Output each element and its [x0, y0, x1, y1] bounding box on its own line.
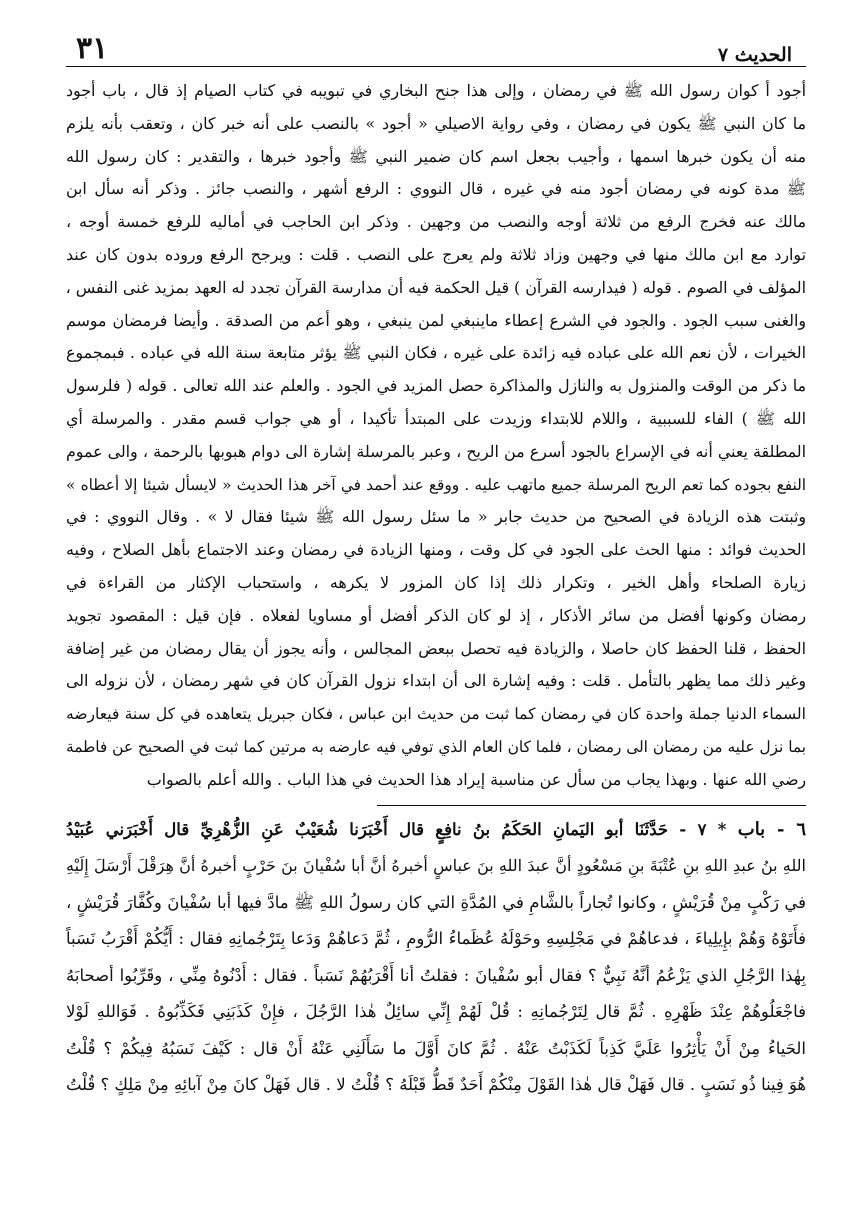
bab-heading: ٦ - باب — [737, 818, 806, 840]
commentary-line: النفع بجوده كما تعم الريح المرسلة جميع ماتهب عليه . ووقع عند أحمد في آخر هذا الحديث « لايسأل شيئا إلا أعطاه » — [66, 475, 806, 494]
commentary-line: أجود أ كوان رسول الله ﷺ في رمضان ، وإلى هذا جنح البخاري في تبويبه في كتاب الصيام إذ قال ، باب أجود — [66, 81, 806, 100]
commentary-line: ﷺ مدة كونه في رمضان أجود منه في غيره ، قال النووي : الرفع أشهر ، والنصب جائز . وذكر أنه سأل ابن — [66, 179, 806, 199]
commentary-line: الخيرات ، لأن نعم الله على عباده فيه زائدة على غيره ، فكان النبي ﷺ يؤثر متابعة سنة الله في عباده . فبمجموع — [66, 343, 806, 363]
page-header — [66, 24, 806, 67]
commentary-line: الحفظ ، قلنا الحفظ كان حاصلا ، والزيادة فيه تحصل ببعض المجالس ، وأنه يجوز أن يقال رمضان من غير إضافة — [66, 638, 806, 658]
commentary-line: ما كان النبي ﷺ يكون في رمضان ، وفي رواية الاصيلي « أجود » بالنصب على أنه خبر كان ، وتعقب بأنه يلزم — [66, 113, 806, 133]
hadith-line: بِهٰذا الرَّجُلِ الذي يَزْعُمُ أنَّهُ نَبِيٌّ ؟ فقال أبو سُفْيانَ : فقلتُ أنا أَقْرَبُهُمْ نَسَباً . فقال : أَدْنُوهُ مِنِّي ، وقَرِّبُوا أصحابَهُ — [66, 965, 806, 985]
commentary-line: منه أن يكون خبرها اسمها ، وأجيب بجعل اسم كان ضمير النبي ﷺ وأجود خبرها ، والتقدير : كان رسول الله — [66, 146, 806, 166]
hadith-line: فاجْعَلُوهُمْ عِنْدَ ظَهْرِهِ . ثُمَّ قال لِتَرْجُمانِهِ : قُلْ لَهُمْ إِنِّي سائِلٌ هٰذا الرَّجُلَ ، فإِنْ كَذَبَنِي فَكَذِّبُوهُ . فَوَاللهِ لَوْلا — [66, 1002, 806, 1022]
page-number: ٣١ — [76, 31, 109, 66]
commentary-line: زيارة الصلحاء وأهل الخير ، وتكرار ذلك إذا كان المزور لا يكرهه ، واستحباب الإكثار من القراءة في — [66, 572, 806, 592]
hadith-block — [66, 812, 806, 1104]
commentary-line: ما ذكر من الوقت والمنزول به والنازل والمذاكرة حصل المزيد في الجود . والعلم عند الله تعالى . قوله ( فلرسول — [66, 376, 806, 396]
hadith-first-line — [66, 812, 806, 849]
hadith-line: فأَتَوْهُ وَهُمْ بإِيلِياءَ ، فدعاهُمْ في مَجْلِسِهِ وحَوْلَهُ عُظَماءُ الرُّومِ ، ثُمَّ دَعاهُمْ وَدَعا بِتَرْجُمانِهِ فقال : أَيُّكُمْ أَقْرَبُ نَسَباً — [66, 929, 806, 949]
commentary-line: وثبتت هذه الزيادة في الصحيح من حديث جابر « ما سئل رسول الله ﷺ شيئا فقال لا » . وقال النووي : في — [66, 507, 806, 527]
separator-rule — [377, 805, 806, 806]
commentary-line: وغير ذلك مما يظهر بالتأمل . قلت : وفيه إشارة الى أن ابتداء نزول القرآن كان في شهر رمضان ، لأن نزوله الى — [66, 671, 806, 691]
commentary-line: الله ﷺ ) الفاء للسببية ، واللام للابتداء وزيدت على المبتدأ تأكيدا ، أو هي جواب قسم مقدر . والمرسلة أي — [66, 408, 806, 428]
hadith-line: هُوَ فِينا ذُو نَسَبٍ . قال فَهَلْ قال هٰذا القَوْلَ مِنْكُمْ أَحَدٌ قَطُّ قَبْلَهُ ؟ قُلْتُ لا . قال فَهَلْ كانَ مِنْ آبائِهِ مِنْ مَلِكٍ ؟ قُلْتُ — [66, 1075, 806, 1095]
hadith-line: الحَياءُ مِنْ أَنْ يَأْثِرُوا عَلَيَّ كَذِباً لَكَذَبْتُ عَنْهُ . ثُمَّ كانَ أَوَّلَ ما سَأَلَنِي عَنْهُ أَنْ قال : كَيْفَ نَسَبُهُ فِيكُمْ ؟ قُلْتُ — [66, 1038, 806, 1058]
commentary-line: السماء الدنيا جملة واحدة كان في رمضان كما ثبت من حديث ابن عباس ، فكان جبريل يتعاهده في كل سنة فيعارضه — [66, 705, 806, 724]
commentary-line: والغنى سبب الجود . والجود في الشرع إعطاء ماينبغي لمن ينبغي ، وهو أعم من الصدقة . وأيضا فرمضان موسم — [66, 310, 806, 330]
commentary-block — [66, 75, 806, 797]
commentary-line: رضي الله عنها . وبهذا يجاب من سأل عن مناسبة إيراد هذا الحديث في هذا الباب . والله أعلم بالصواب — [146, 769, 806, 789]
commentary-line: بما نزل عليه من رمضان الى رمضان ، فلما كان العام الذي توفي فيه عارضه به مرتين كما ثبت في الصحيح عن فاطمة — [66, 737, 806, 756]
commentary-line: مالك عنه فخرج الرفع من ثلاثة أوجه والنصب من وجهين . وذكر ابن الحاجب في أماليه للرفع خمسة أوجه ، — [66, 212, 806, 232]
commentary-line: الحديث فوائد : منها الحث على الجود في كل وقت ، ومنها الزيادة في رمضان وعند الاجتماع بأهل الصلاح ، وفيه — [66, 540, 806, 560]
commentary-line: المؤلف في الصوم . قوله ( فيدارسه القرآن ) قيل الحكمة فيه أن مدارسة القرآن تجدد له العهد بمزيد غنى النفس ، — [66, 277, 806, 297]
running-title: الحديث ٧ — [717, 44, 792, 66]
hadith-line: اللهِ بنُ عبدِ اللهِ بنِ عُتْبَةَ بنِ مَسْعُودٍ أنَّ عبدَ اللهِ بنَ عباسٍ أخبرهُ أنَّ أبا سُفْيانَ بنَ حَرْبٍ أخبرهُ أنَّ هِرَقْلَ أَرْسَلَ إِلَيْهِ — [66, 856, 806, 876]
commentary-line: توارد مع ابن مالك منها في وجهين وزاد ثلاثة ولم يعرج على النصب . قلت : ويرجح الرفع وروده بدون كان عند — [66, 244, 806, 264]
commentary-line: رمضان وكونها أفضل من سائر الأذكار ، إذ لو كان الذكر أفضل أو مساويا لفعلاه . فإن قيل : المقصود تجويد — [66, 605, 806, 625]
hadith-line: في رَكْبٍ مِنْ قُرَيْشٍ ، وكانوا تُجاراً بالشَّامِ في المُدَّةِ التي كان رسولُ اللهِ ﷺ مادَّ فيها أبا سُفْيانَ وكُفَّارَ قُرَيْشٍ ، — [66, 892, 806, 912]
hadith-isnad-start: * ٧ - حَدَّثَنَا أبو اليَمانِ الحَكَمُ بنُ نافِعٍ قال أَخْبَرَنا شُعَيْبٌ عَنِ الزُّهْرِيِّ قال أَخْبَرَني عُبَيْدُ — [66, 819, 727, 839]
commentary-line: المطلقة يعني أنه في الإسراع بالجود أسرع من الريح ، وعبر بالمرسلة إشارة الى دوام هبوبها بالرحمة ، والى عموم — [66, 441, 806, 461]
